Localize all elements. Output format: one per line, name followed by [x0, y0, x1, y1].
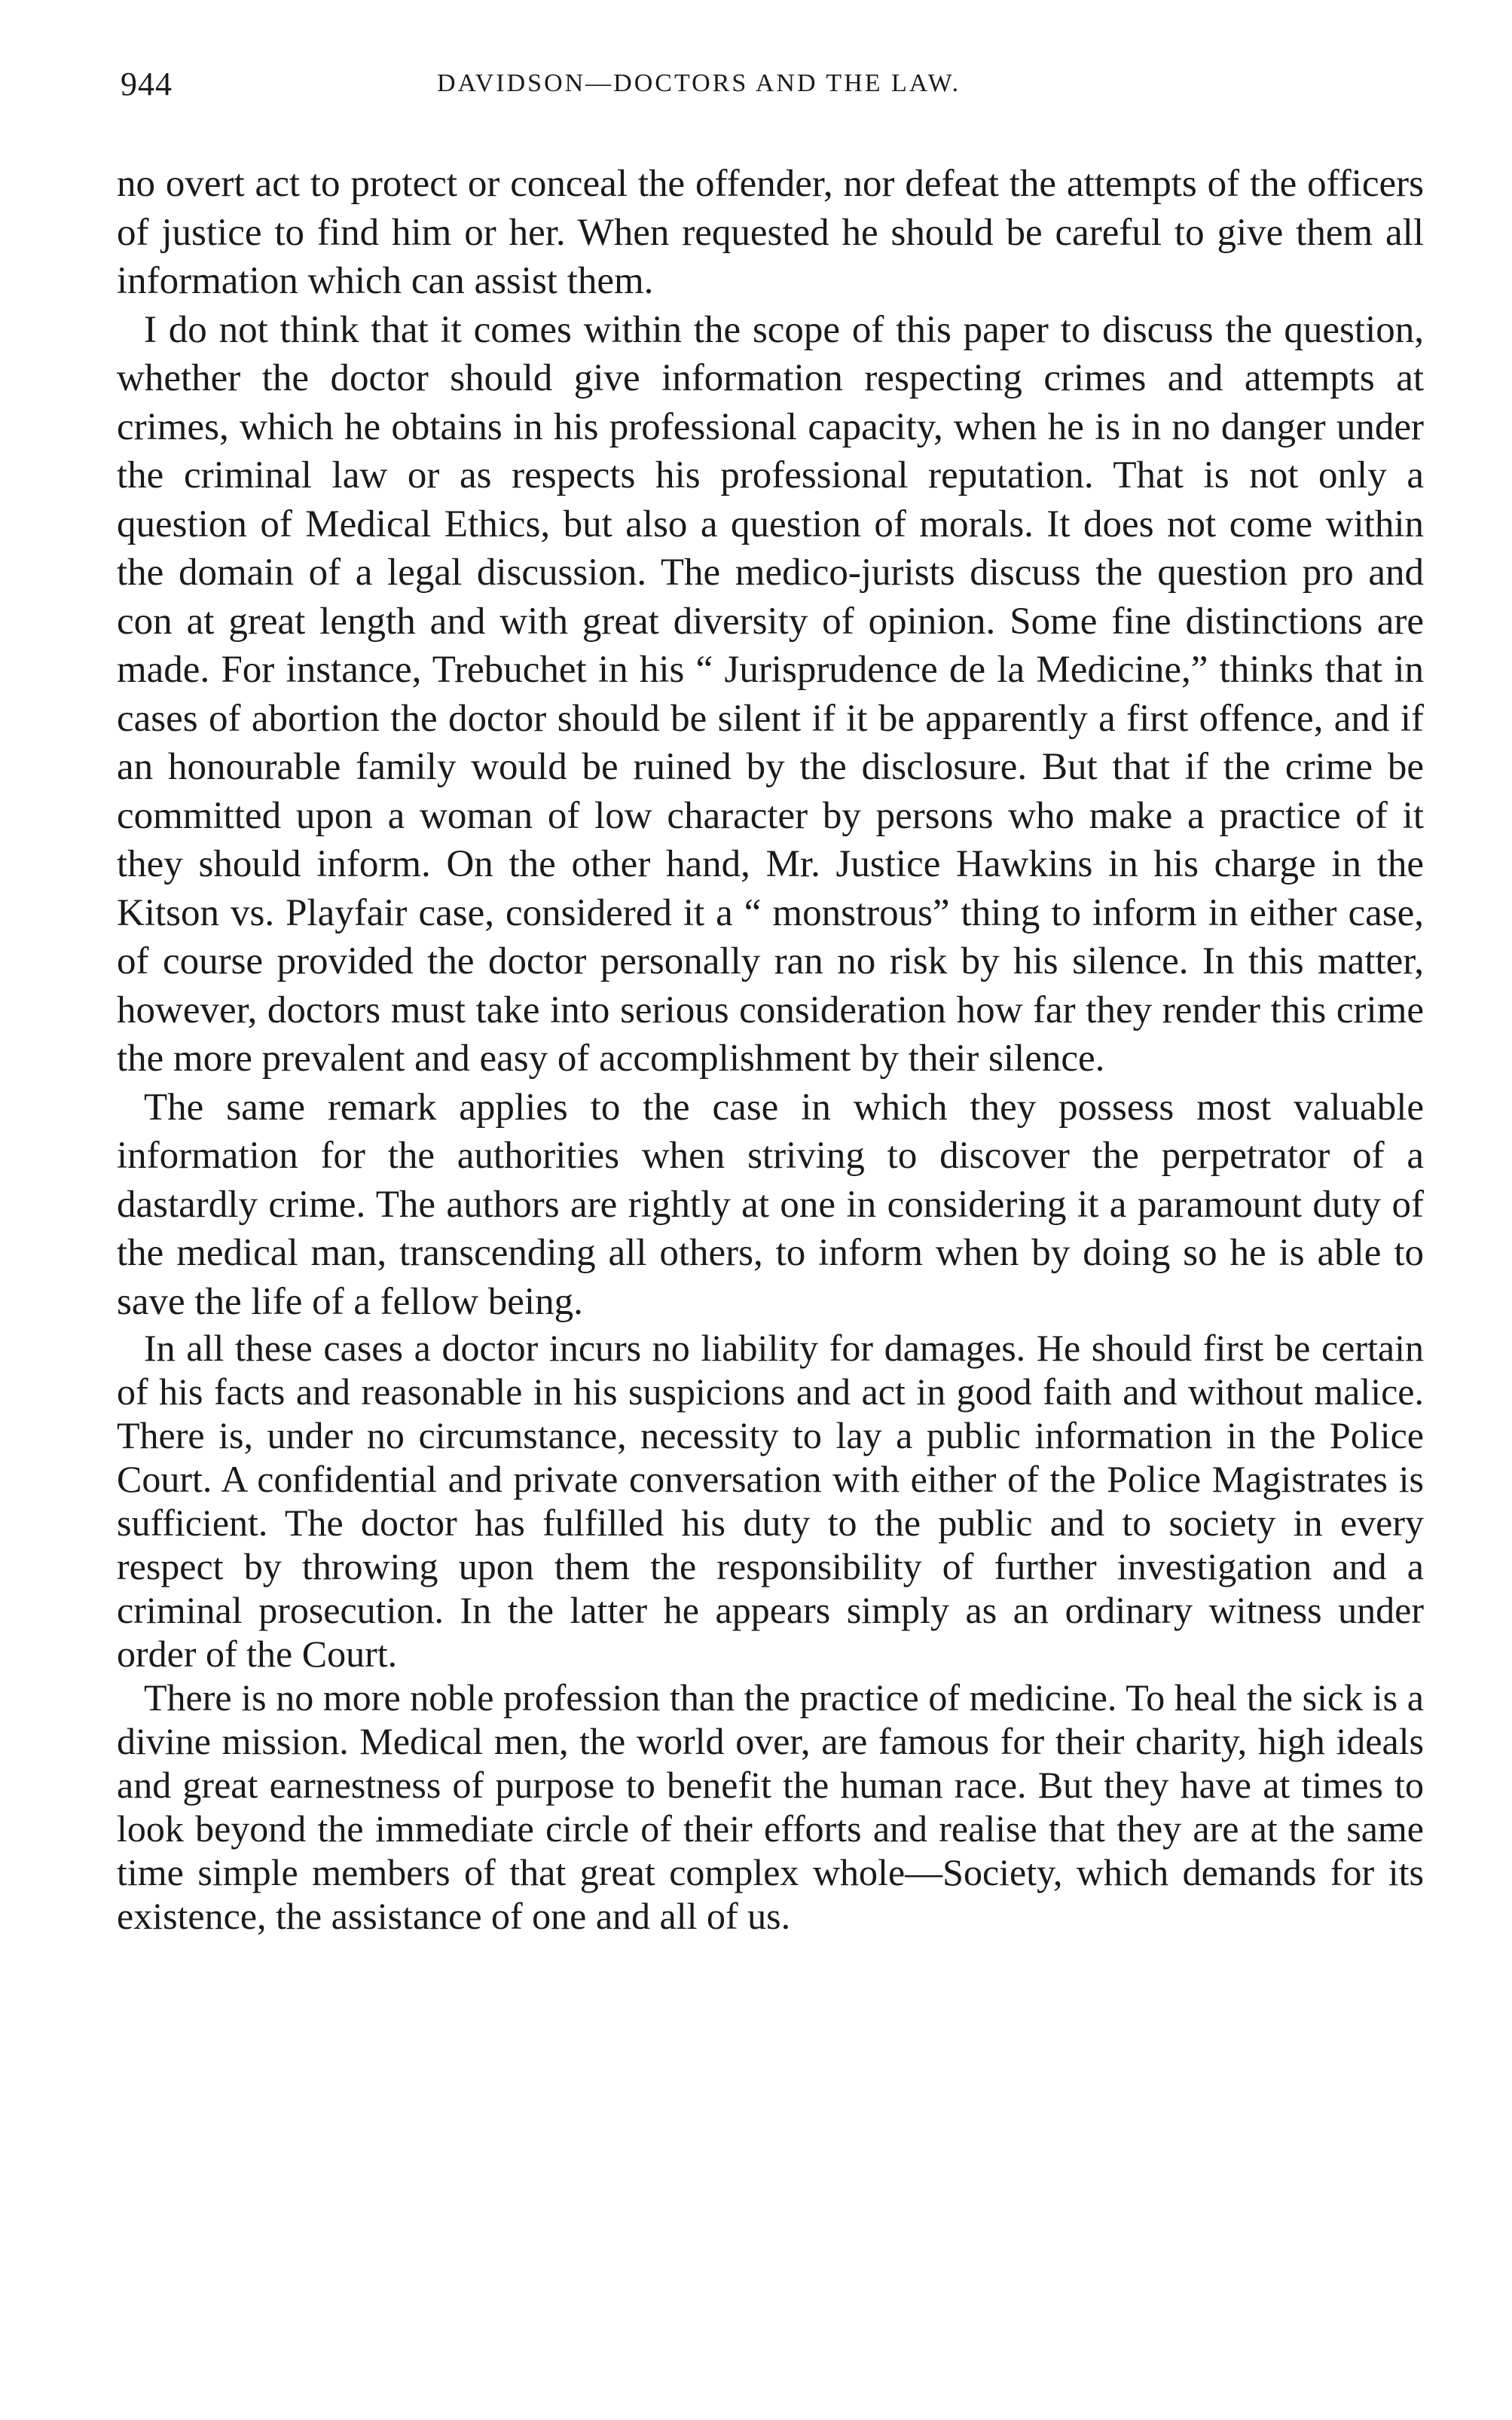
paragraph-2: I do not think that it comes within the scope of this paper to discuss the question, whether the doctor should give information respecting crimes and attempts at crimes, which he obtains in his professional capacity, when he is in no danger under the criminal law or as respects his professional reputation. That is not only a question of Medical Ethics, but also a question of morals. It does not come within the domain of a legal discussion. The medico-jurists discuss the question pro and con at great length and with great diversity of opinion. Some fine distinctions are made. For instance, Trebuchet in his “ Jurisprudence de la Medicine,” thinks that in cases of abortion the doctor should be silent if it be apparently a first offence, and if an honourable family would be ruined by the disclosure. But that if the crime be committed upon a woman of low character by persons who make a practice of it they should inform. On the other hand, Mr. Justice Hawkins in his charge in the Kitson vs. Playfair case, considered it a “ monstrous” thing to inform in either case, of course provided the doctor personally ran no risk by his silence. In this matter, however, doctors must take into serious consideration how far they render this crime the more prevalent and easy of accomplishment by their silence. [117, 308, 1424, 1080]
page-header [121, 65, 1416, 110]
running-head: DAVIDSON—DOCTORS AND THE LAW. [437, 69, 961, 97]
page-number: 944 [121, 66, 173, 102]
paragraph-1: no overt act to protect or conceal the offender, nor defeat the attempts of the officers of justice to find him or her. When requested he should be careful to give them all information which can assist them. [117, 163, 1424, 302]
paragraph-5: There is no more noble profession than the practice of medicine. To heal the sick is a divine mission. Medical men, the world over, are famous for their charity, high ideals and great earnestness of purpose to benefit the human race. But they have at times to look beyond the immediate circle of their efforts and realise that they are at the same time simple members of that great complex whole—Society, which demands for its existence, the assistance of one and all of us. [117, 1676, 1424, 1937]
body-text [117, 160, 1424, 1938]
paragraph-4: In all these cases a doctor incurs no liability for damages. He should first be certain of his facts and reasonable in his suspicions and act in good faith and without malice. There is, under no circumstance, necessity to lay a public information in the Police Court. A confidential and private conversation with either of the Police Magistrates is sufficient. The doctor has fulfilled his duty to the public and to society in every respect by throwing upon them the responsibility of further investigation and a criminal prosecution. In the latter he appears simply as an ordinary witness under order of the Court. [117, 1327, 1424, 1675]
paragraph-3: The same remark applies to the case in which they possess most valuable information for the authorities when striving to discover the perpetrator of a dastardly crime. The authors are rightly at one in considering it a paramount duty of the medical man, transcending all others, to inform when by doing so he is able to save the life of a fellow being. [117, 1086, 1424, 1323]
